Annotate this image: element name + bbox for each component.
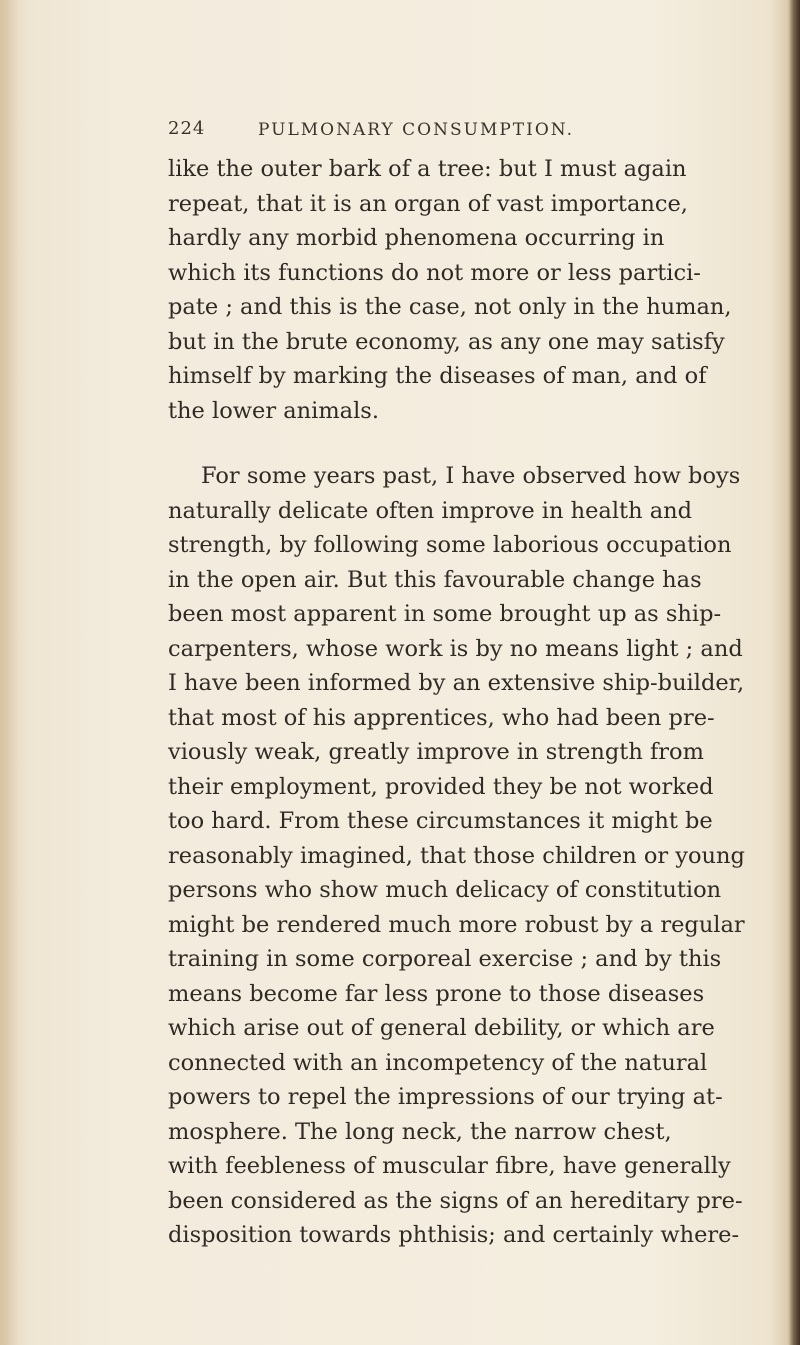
text-line: naturally delicate often improve in health and <box>168 497 693 524</box>
text-line: For some years past, I have observed how boys <box>201 463 741 489</box>
text-line: mosphere. The long neck, the narrow chest, <box>168 1118 672 1145</box>
paragraph-1 <box>168 152 783 428</box>
text-line: powers to repel the impressions of our trying at- <box>168 1084 723 1110</box>
text-line: viously weak, greatly improve in strength from <box>168 739 704 765</box>
text-line: in the open air. But this favourable change has <box>168 566 702 593</box>
text-line: but in the brute economy, as any one may satisfy <box>168 328 725 355</box>
text-line: means become far less prone to those diseases <box>168 980 705 1007</box>
text-line: which arise out of general debility, or which are <box>168 1015 715 1041</box>
text-line: himself by marking the diseases of man, and of <box>168 363 707 389</box>
text-line: with feebleness of muscular fibre, have generally <box>168 1153 731 1179</box>
text-line: might be rendered much more robust by a regular <box>168 911 745 938</box>
text-line: persons who show much delicacy of constitution <box>168 877 722 903</box>
text-line: been most apparent in some brought up as ship- <box>168 601 722 627</box>
text-line: been considered as the signs of an hereditary pre- <box>168 1187 743 1214</box>
page-header <box>168 118 728 142</box>
text-line: repeat, that it is an organ of vast importance, <box>168 190 688 217</box>
text-line: I have been informed by an extensive ship-builder, <box>168 670 745 696</box>
text-line: like the outer bark of a tree: but I must again <box>168 156 687 182</box>
page-number: 224 <box>168 118 206 139</box>
page-edge-shadow <box>788 0 800 1345</box>
text-line: pate ; and this is the case, not only in the human, <box>168 294 732 320</box>
text-line: training in some corporeal exercise ; and by this <box>168 946 722 972</box>
text-line: carpenters, whose work is by no means light ; and <box>168 635 743 662</box>
paragraph-2 <box>168 459 783 1253</box>
text-line: disposition towards phthisis; and certainly where- <box>168 1222 740 1248</box>
page-gutter-shadow <box>0 0 18 1345</box>
text-line: their employment, provided they be not worked <box>168 773 714 800</box>
text-line: strength, by following some laborious occupation <box>168 532 732 558</box>
text-line: too hard. From these circumstances it might be <box>168 808 713 834</box>
text-line: connected with an incompetency of the natural <box>168 1049 708 1076</box>
text-line: reasonably imagined, that those children or young <box>168 842 745 869</box>
text-line: the lower animals. <box>168 397 379 424</box>
text-line: hardly any morbid phenomena occurring in <box>168 225 665 251</box>
text-body <box>168 152 783 1253</box>
running-head: PULMONARY CONSUMPTION. <box>258 120 574 140</box>
text-line: which its functions do not more or less partici- <box>168 259 701 286</box>
text-line: that most of his apprentices, who had been pre- <box>168 704 715 731</box>
